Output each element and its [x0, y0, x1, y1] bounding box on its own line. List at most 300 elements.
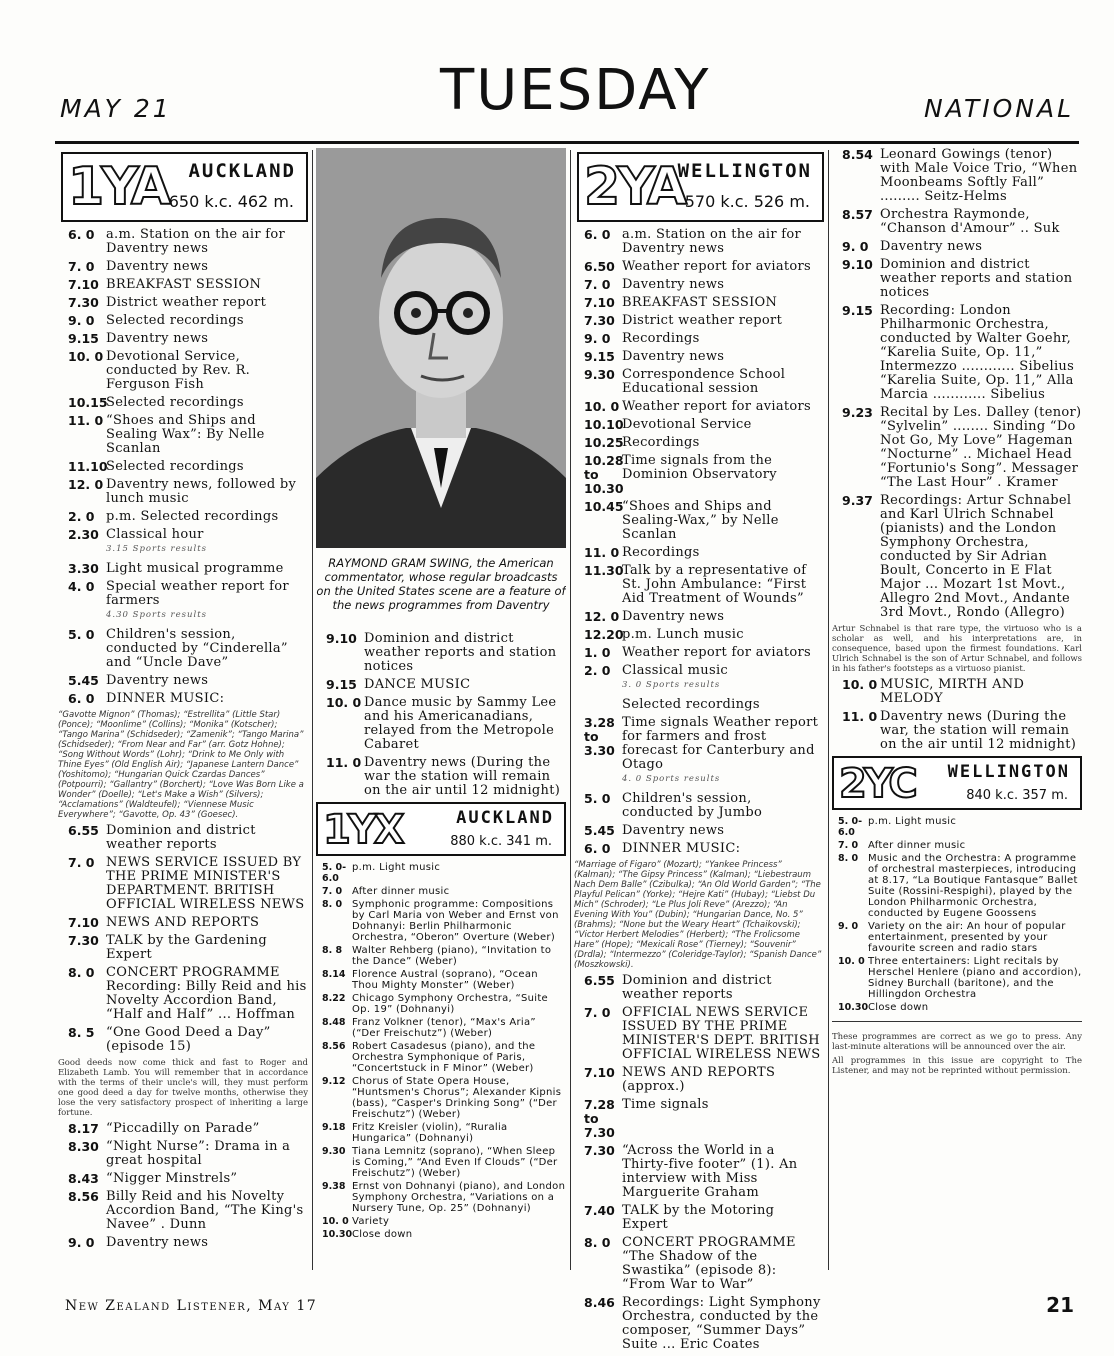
entry-description: Dominion and district weather reports and station notices	[880, 257, 1073, 300]
entry-text	[622, 500, 824, 542]
entry-text	[622, 1144, 824, 1200]
entry-text	[106, 824, 308, 852]
schedule-entry	[574, 1006, 824, 1062]
entry-text	[352, 1181, 566, 1214]
entry-text	[352, 1076, 566, 1120]
entry-text	[868, 840, 1082, 851]
entry-description: Florence Austral (soprano), “Ocean Thou Mighty Monster” (Weber)	[352, 969, 538, 991]
entry-description: Devotional Service, conducted by Rev. R. Ferguson Fish	[106, 349, 251, 392]
entry-text	[364, 678, 566, 692]
schedule-list	[574, 974, 824, 1352]
station-callsign: 1YA	[68, 157, 169, 217]
entry-subnote: 3.15 Sports results	[106, 544, 207, 554]
entry-description: “Piccadilly on Parade”	[106, 1121, 260, 1136]
entry-text	[106, 916, 308, 930]
schedule-entry	[316, 1076, 566, 1120]
entry-text	[622, 436, 824, 450]
schedule-entry	[574, 716, 824, 788]
entry-text	[622, 1066, 824, 1094]
schedule-entry	[574, 278, 824, 292]
entry-text	[880, 258, 1082, 300]
schedule-entry	[58, 674, 308, 688]
schedule-list	[832, 816, 1082, 1013]
entry-text	[622, 278, 824, 292]
entry-description: Children's session, conducted by Jumbo	[622, 791, 763, 820]
entry-text	[622, 974, 824, 1002]
entry-time: 10.10	[584, 417, 624, 432]
entry-description: Chicago Symphony Orchestra, “Suite Op. 19” (Dohnanyi)	[352, 993, 549, 1015]
entry-time: 8.43	[68, 1171, 99, 1186]
entry-description: “Shoes and Ships and Sealing-Wax,” by Nelle Scanlan	[622, 499, 779, 542]
entry-description: Selected recordings	[622, 697, 760, 712]
entry-time: 10. 0	[838, 956, 865, 967]
entry-time: 8.30	[68, 1139, 99, 1154]
entry-text	[622, 296, 824, 310]
entry-time: 9.37	[842, 493, 873, 508]
schedule-entry	[58, 934, 308, 962]
entry-time: 9.12	[322, 1076, 346, 1087]
entry-text	[622, 314, 824, 328]
entry-description: Time signals from the Dominion Observatory	[622, 453, 777, 482]
entry-description: District weather report	[622, 313, 783, 328]
schedule-entry	[574, 564, 824, 606]
issue-date: MAY 21	[60, 94, 172, 123]
entry-time: 6. 0	[68, 227, 95, 242]
schedule-entry	[574, 1144, 824, 1200]
entry-time: 7. 0	[838, 840, 859, 851]
entry-time: 6. 0	[584, 841, 611, 856]
episode-note: Good deeds now come thick and fast to Roger and Elizabeth Lamb. You will remember that in accordance with the terms of their uncle's will, they must perform one good deed a day for twelve months, otherwise they lose the very satisfactory prospect of inheriting a large fortune.	[58, 1058, 308, 1118]
schedule-entry	[316, 1229, 566, 1240]
entry-description: DANCE MUSIC	[364, 677, 471, 692]
schedule-entry	[574, 400, 824, 414]
entry-time: 9.10	[842, 257, 873, 272]
entry-time: 6.55	[584, 973, 615, 988]
schedule-entry	[832, 304, 1082, 402]
entry-subnote: 4. 0 Sports results	[622, 774, 721, 784]
entry-time: 8.48	[322, 1017, 346, 1028]
schedule-entry	[832, 710, 1082, 752]
entry-description: NEWS AND REPORTS (approx.)	[622, 1065, 776, 1094]
schedule-entry	[832, 406, 1082, 490]
schedule-entry	[316, 945, 566, 967]
entry-time: 8. 5	[68, 1025, 95, 1040]
entry-text	[622, 1296, 824, 1352]
entry-description: Selected recordings	[106, 313, 244, 328]
entry-description: Daventry news	[106, 673, 209, 688]
entry-description: Recordings: Artur Schnabel and Karl Ulrich Schnabel (pianists) and the London Symphony Orchestra, conducted by Sir Adrian Boult, Concerto in E Flat Major ... Mozart 1st Movt., Allegro 2nd Movt., Andante 3rd Movt., Rondo (Allegro)	[880, 493, 1072, 620]
entry-text	[106, 1140, 308, 1168]
entry-description: p.m. Selected recordings	[106, 509, 279, 524]
entry-time: 11.30	[584, 563, 624, 578]
schedule-entry	[574, 546, 824, 560]
entry-time: 7.28 to 7.30	[584, 1097, 615, 1140]
station-city: AUCKLAND	[188, 160, 296, 182]
entry-text	[622, 1098, 824, 1140]
entry-description: District weather report	[106, 295, 267, 310]
schedule-entry	[58, 1026, 308, 1054]
schedule-entry	[832, 816, 1082, 838]
schedule-entry	[58, 278, 308, 292]
page-number: 21	[1046, 1293, 1074, 1317]
schedule-entry	[574, 228, 824, 256]
station-city: WELLINGTON	[947, 762, 1070, 782]
schedule-entry	[58, 414, 308, 456]
entry-description: NEWS AND REPORTS	[106, 915, 260, 930]
schedule-entry	[58, 478, 308, 506]
entry-description: NEWS SERVICE ISSUED BY THE PRIME MINISTER'S DEPARTMENT. BRITISH OFFICIAL WIRELESS NEWS	[106, 855, 305, 912]
schnabel-note: Artur Schnabel is that rare type, the virtuoso who is a scholar as well, and his interpretations are, in consequence, based upon the firmest foundations. Karl Ulrich Schnabel is the son of Artur Schnabel, and follows in his father's footsteps as a virtuoso pianist.	[832, 624, 1082, 674]
schedule-entry	[316, 1017, 566, 1039]
schedule-entry	[832, 840, 1082, 851]
entry-time: 5.45	[68, 673, 99, 688]
entry-description: “Shoes and Ships and Sealing Wax”: By Nelle Scanlan	[106, 413, 265, 456]
entry-description: Classical music	[622, 663, 728, 678]
entry-description: Robert Casadesus (piano), and the Orchestra Symphonique of Paris, “Concertstuck in F Minor” (Weber)	[352, 1041, 536, 1074]
dinner-music-note: “Marriage of Figaro” (Mozart); “Yankee Princess” (Kalman); “The Gipsy Princess” (Kalman); “Liebestraum Nach Dem Balle” (Czibulka); “An Old World Garden”; “The Playful Pelican” (Yorke); “Hejre Kati” (Hubay); “Liebst Du Mich” (Schroder); “Le Plus Joli Reve” (Arezzo); “An Evening With You” (Dubin); “Hungarian Dance, No. 5” (Brahms); “None but the Weary Heart” (Tchaikovski); “Victor Herbert Melodies” (Herbert); “The Frolicsome Hare” (Hope); “Mexicali Rose” (Tierney); “Souvenir” (Drdla); “Intermezzo” (Coleridge-Taylor); “Spanish Dance” (Moszkowski).	[574, 860, 822, 970]
entry-text	[622, 842, 824, 856]
entry-description: Daventry news	[622, 277, 725, 292]
entry-text	[880, 710, 1082, 752]
schedule-entry	[574, 664, 824, 694]
station-header-2yc	[832, 756, 1082, 810]
schedule-entry	[574, 350, 824, 364]
station-frequency: 650 k.c. 462 m.	[168, 192, 294, 211]
station-city: AUCKLAND	[456, 808, 554, 828]
schedule-entry	[574, 792, 824, 820]
entry-text	[106, 692, 308, 706]
entry-text	[622, 1204, 824, 1232]
schedule-entry	[574, 454, 824, 496]
entry-text	[868, 853, 1082, 919]
entry-description: OFFICIAL NEWS SERVICE ISSUED BY THE PRIME MINISTER'S DEPT. BRITISH OFFICIAL WIRELESS NEWS	[622, 1005, 821, 1062]
entry-text	[622, 610, 824, 624]
entry-text	[352, 1041, 566, 1074]
entry-text	[880, 208, 1082, 236]
station-city: WELLINGTON	[677, 160, 812, 182]
column-2ya	[574, 148, 824, 1356]
schedule-entry	[58, 260, 308, 274]
entry-time: 7. 0	[68, 259, 95, 274]
entry-description: Dominion and district weather reports and station notices	[364, 631, 557, 674]
entry-time: 5. 0-6.0	[838, 816, 863, 838]
entry-text	[352, 1017, 566, 1039]
schedule-entry	[58, 824, 308, 852]
entry-text	[622, 260, 824, 274]
entry-time: 9.15	[326, 677, 357, 692]
column-photo-1yx	[316, 148, 566, 1242]
schedule-entry	[574, 1296, 824, 1352]
schedule-entry	[58, 296, 308, 310]
schedule-entry	[58, 1172, 308, 1186]
entry-subnote: 4.30 Sports results	[106, 610, 207, 620]
entry-text	[364, 632, 566, 674]
schedule-entry	[574, 436, 824, 450]
schedule-entry	[832, 678, 1082, 706]
entry-time: 9.15	[842, 303, 873, 318]
schedule-entry	[574, 500, 824, 542]
entry-time: 10.15	[68, 395, 108, 410]
entry-description: CONCERT PROGRAMME “The Shadow of the Swastika” (episode 8): “From War to War”	[622, 1235, 796, 1292]
schedule-entry	[58, 350, 308, 392]
entry-description: DINNER MUSIC:	[106, 691, 225, 706]
entry-text	[622, 368, 824, 396]
schedule-entry	[574, 1204, 824, 1232]
network-label: NATIONAL	[923, 94, 1074, 123]
entry-time: 9. 0	[68, 313, 95, 328]
entry-description: Recordings: Light Symphony Orchestra, conducted by the composer, “Summer Days” Suite ... Eric Coates	[622, 1295, 821, 1352]
entry-time: 11. 0	[326, 755, 362, 770]
entry-time: 11. 0	[68, 413, 104, 428]
entry-text	[880, 304, 1082, 402]
entry-text	[868, 1002, 1082, 1013]
entry-time: 10.30	[838, 1002, 869, 1013]
entry-text	[106, 1190, 308, 1232]
entry-description: Daventry news	[622, 609, 725, 624]
entry-text	[622, 454, 824, 496]
press-notice: These programmes are correct as we go to press. Any last-minute alterations will be announced over the air.	[832, 1032, 1082, 1052]
entry-text	[106, 856, 308, 912]
column-divider	[312, 150, 313, 1270]
entry-text	[352, 862, 566, 884]
entry-time: 8.22	[322, 993, 346, 1004]
schedule-entry	[832, 258, 1082, 300]
station-header-1yx	[316, 802, 566, 856]
entry-time: 7. 0	[584, 277, 611, 292]
entry-time: 9.30	[584, 367, 615, 382]
entry-time: 8. 0	[68, 965, 95, 980]
schedule-entry	[574, 314, 824, 328]
entry-text	[622, 1006, 824, 1062]
entry-description: p.m. Light music	[868, 816, 957, 827]
entry-text	[622, 824, 824, 838]
entry-text	[622, 564, 824, 606]
schedule-entry	[316, 1041, 566, 1074]
entry-text	[880, 148, 1082, 204]
portrait-illustration	[316, 148, 566, 548]
entry-text	[622, 546, 824, 560]
column-divider	[828, 150, 829, 1270]
station-frequency: 840 k.c. 357 m.	[966, 788, 1068, 803]
schedule-entry	[316, 993, 566, 1015]
footer-publication: New Zealand Listener, May 17	[65, 1298, 318, 1314]
schedule-entry	[832, 921, 1082, 954]
entry-text	[106, 510, 308, 524]
entry-description: Fritz Kreisler (violin), “Ruralia Hungarica” (Dohnanyi)	[352, 1122, 508, 1144]
entry-time: 7. 0	[584, 1005, 611, 1020]
entry-time: 6.55	[68, 823, 99, 838]
entry-time: 11. 0	[584, 545, 620, 560]
schedule-entry	[574, 842, 824, 856]
entry-time: 11.10	[68, 459, 108, 474]
schedule-entry	[832, 956, 1082, 1000]
portrait-photo	[316, 148, 566, 548]
entry-description: a.m. Station on the air for Daventry news	[622, 227, 802, 256]
entry-description: “Nigger Minstrels”	[106, 1171, 238, 1186]
entry-description: Close down	[352, 1229, 413, 1240]
entry-time: 8.17	[68, 1121, 99, 1136]
entry-text	[880, 406, 1082, 490]
entry-time: 7.30	[584, 313, 615, 328]
entry-text	[106, 350, 308, 392]
schedule-entry	[58, 332, 308, 346]
entry-time: 9. 0	[842, 239, 869, 254]
schedule-entry	[574, 628, 824, 642]
entry-time: 7.10	[68, 915, 99, 930]
entry-description: After dinner music	[352, 886, 450, 897]
entry-time: 10.30	[322, 1229, 353, 1240]
schedule-entry	[58, 580, 308, 624]
schedule-list	[832, 148, 1082, 620]
entry-text	[352, 899, 566, 943]
entry-text	[106, 278, 308, 292]
entry-description: TALK by the Motoring Expert	[622, 1203, 775, 1232]
schedule-entry	[58, 396, 308, 410]
entry-text	[106, 260, 308, 274]
entry-description: Daventry news	[880, 239, 983, 254]
entry-description: Classical hour	[106, 527, 204, 542]
entry-text	[880, 240, 1082, 254]
entry-description: Correspondence School Educational session	[622, 367, 786, 396]
notices	[832, 1021, 1082, 1076]
entry-time: 5.45	[584, 823, 615, 838]
schedule-list	[574, 228, 824, 856]
entry-time	[574, 698, 622, 712]
entry-subnote: 3. 0 Sports results	[622, 680, 721, 690]
entry-description: Light musical programme	[106, 561, 284, 576]
entry-text	[106, 1236, 308, 1250]
entry-description: Recordings	[622, 435, 700, 450]
entry-time: 7.30	[68, 295, 99, 310]
entry-description: Tiana Lemnitz (soprano), “When Sleep is Coming,” “And Even If Clouds” (“Der Freischutz”) (Weber)	[352, 1146, 558, 1179]
entry-description: Special weather report for farmers	[106, 579, 289, 608]
entry-description: Recordings	[622, 331, 700, 346]
station-frequency: 880 k.c. 341 m.	[450, 834, 552, 849]
station-frequency: 570 k.c. 526 m.	[684, 192, 810, 211]
entry-description: Close down	[868, 1002, 929, 1013]
schedule-entry	[58, 510, 308, 524]
entry-description: Three entertainers: Light recitals by Herschel Henlere (piano and accordion), Sidney Burchall (baritone), and the Hillingdon Orchestra	[868, 956, 1082, 1000]
entry-text	[106, 628, 308, 670]
entry-time: 8.56	[322, 1041, 346, 1052]
schedule-list	[58, 228, 308, 706]
entry-time: 1. 0	[584, 645, 611, 660]
schedule-entry	[574, 418, 824, 432]
entry-text	[868, 956, 1082, 1000]
page-title: TUESDAY	[440, 58, 711, 123]
entry-description: Music and the Orchestra: A programme of orchestral masterpieces, introducing at 8.17, “La Boutique Fantasque” Ballet Suite (Rossini-Respighi), played by the London Philharmonic Orchestra, conducted by Eugene Goossens	[868, 853, 1078, 919]
entry-time: 9. 0	[584, 331, 611, 346]
entry-time: 4. 0	[68, 579, 95, 594]
schedule-entry	[316, 886, 566, 897]
schedule-entry	[58, 228, 308, 256]
entry-description: CONCERT PROGRAMME Recording: Billy Reid and his Novelty Accordion Band, “Half and Half” ... Hoffman	[106, 965, 307, 1022]
station-callsign: 2YA	[584, 157, 685, 217]
entry-description: After dinner music	[868, 840, 966, 851]
entry-time: 10. 0	[68, 349, 104, 364]
entry-time: 3.30	[68, 561, 99, 576]
entry-description: Selected recordings	[106, 395, 244, 410]
entry-time: 7. 0	[68, 855, 95, 870]
schedule-entry	[316, 862, 566, 884]
schedule-entry	[316, 899, 566, 943]
entry-time: 9.30	[322, 1146, 346, 1157]
schedule-entry	[574, 296, 824, 310]
entry-time: 7.10	[584, 295, 615, 310]
entry-description: Billy Reid and his Novelty Accordion Band, “The King's Navee” . Dunn	[106, 1189, 304, 1232]
entry-description: p.m. Light music	[352, 862, 441, 873]
entry-text	[364, 696, 566, 752]
schedule-entry	[574, 260, 824, 274]
schedule-entry	[574, 610, 824, 624]
entry-time: 5. 0	[584, 791, 611, 806]
entry-time: 8.14	[322, 969, 346, 980]
entry-time: 10. 0	[322, 1216, 349, 1227]
schedule-entry	[574, 1066, 824, 1094]
entry-text	[106, 580, 308, 624]
entry-time: 11. 0	[842, 709, 878, 724]
schedule-entry	[316, 678, 566, 692]
entry-text	[352, 969, 566, 991]
entry-description: Chorus of State Opera House, “Huntsmen's Chorus”; Alexander Kipnis (bass), “Casper's Drinking Song” (“Der Freischutz”) (Weber)	[352, 1076, 562, 1120]
entry-description: p.m. Lunch music	[622, 627, 744, 642]
entry-time: 9.38	[322, 1181, 346, 1192]
schedule-entry	[832, 148, 1082, 204]
entry-time: 9.15	[68, 331, 99, 346]
entry-time: 8. 0	[584, 1235, 611, 1250]
schedule-list	[58, 824, 308, 1054]
entry-description: a.m. Station on the air for Daventry news	[106, 227, 286, 256]
entry-description: Leonard Gowings (tenor) with Male Voice Trio, “When Moonbeams Softly Fall” ......... Seitz-Helms	[880, 148, 1078, 204]
entry-text	[352, 1216, 566, 1227]
schedule-entry	[58, 1236, 308, 1250]
entry-time: 7.10	[584, 1065, 615, 1080]
entry-text	[106, 332, 308, 346]
entry-description: Orchestra Raymonde, “Chanson d'Amour” .. Suk	[880, 207, 1060, 236]
entry-time: 8.54	[842, 148, 873, 162]
schedule-entry	[58, 528, 308, 558]
entry-time: 9. 0	[838, 921, 859, 932]
station-header-2ya	[577, 152, 824, 222]
entry-description: Dominion and district weather reports	[106, 823, 256, 852]
entry-text	[106, 314, 308, 328]
schedule-entry	[316, 756, 566, 798]
schedule-entry	[58, 1122, 308, 1136]
schedule-entry	[574, 332, 824, 346]
schedule-entry	[58, 916, 308, 930]
entry-text	[622, 628, 824, 642]
entry-time: 10.28 to 10.30	[584, 453, 624, 496]
schedule-entry	[574, 698, 824, 712]
entry-text	[352, 945, 566, 967]
entry-description: Recordings	[622, 545, 700, 560]
entry-text	[352, 886, 566, 897]
schedule-entry	[832, 494, 1082, 620]
entry-text	[352, 1229, 566, 1240]
entry-description: Recording: London Philharmonic Orchestra, conducted by Walter Goehr, “Karelia Suite, Op. 11,” Intermezzo ............ Sibelius “Karelia Suite, Op. 11,” Alla Marcia ............ Sibelius	[880, 303, 1075, 402]
schedule-entry	[58, 1190, 308, 1232]
schedule-list	[58, 1122, 308, 1250]
entry-time: 6. 0	[68, 691, 95, 706]
entry-time: 8.56	[68, 1189, 99, 1204]
entry-text	[352, 993, 566, 1015]
entry-time: 9.10	[326, 631, 357, 646]
entry-description: Daventry news (During the war, the station will remain on the air until 12 midnight)	[880, 709, 1077, 752]
column-divider	[570, 150, 571, 1270]
schedule-entry	[574, 368, 824, 396]
entry-description: Ernst von Dohnanyi (piano), and London Symphony Orchestra, “Variations on a Nursery Tune, Op. 25” (Dohnanyi)	[352, 1181, 566, 1214]
entry-text	[106, 966, 308, 1022]
